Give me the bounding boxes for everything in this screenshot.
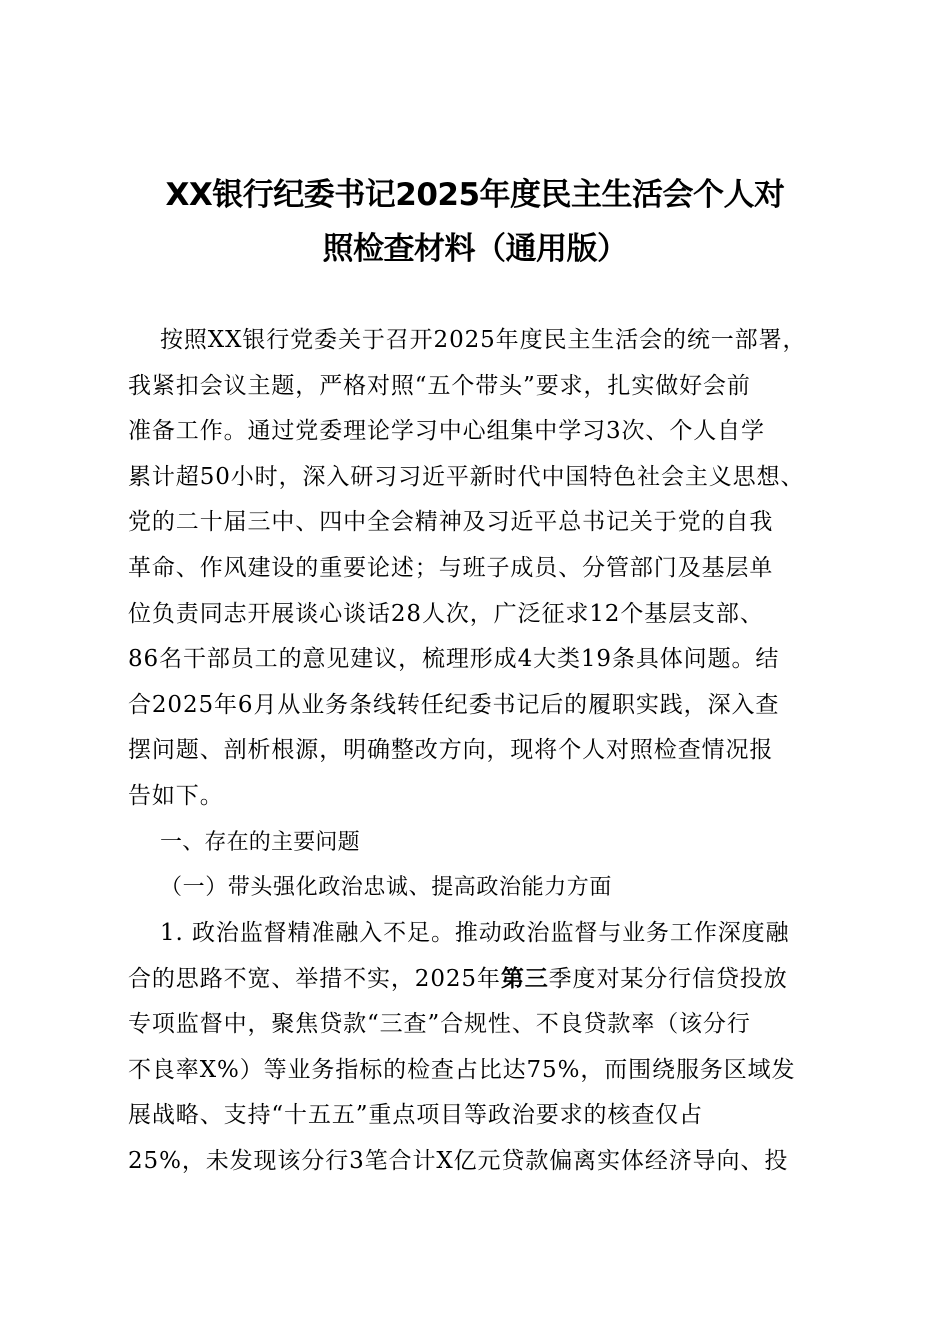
paragraph-line (128, 956, 843, 1002)
paragraph-line: 累计超50小时，深入研习习近平新时代中国特色社会主义思想、 (128, 463, 805, 490)
paragraph-line: 86名干部员工的意见建议，梳理形成4大类19条具体问题。结 (128, 646, 780, 673)
paragraph-line: 专项监督中，聚焦贷款“三查”合规性、不良贷款率（该分行 (128, 1010, 751, 1037)
paragraph-line: 1. 政治监督精准融入不足。推动政治监督与业务工作深度融 (160, 919, 790, 946)
paragraph-line: 合2025年6月从业务条线转任纪委书记后的履职实践，深入查 (128, 691, 780, 718)
text-run: 季度对某分行信贷投放 (548, 966, 788, 993)
item-1-paragraph (128, 911, 843, 1185)
paragraph-line: 摆问题、剖析根源，明确整改方向，现将个人对照检查情况报 (128, 737, 774, 764)
intro-paragraph (128, 318, 843, 820)
document-title (100, 168, 850, 276)
paragraph-line: 展战略、支持“十五五”重点项目等政治要求的核查仅占 (128, 1102, 704, 1129)
title-line-2: 照检查材料（通用版） (322, 231, 628, 267)
paragraph-line: 告如下。 (128, 782, 224, 809)
document-body (128, 318, 843, 1184)
paragraph-line: 不良率X%）等业务指标的检查占比达75%，而围绕服务区域发 (128, 1056, 796, 1083)
paragraph-line: 准备工作。通过党委理论学习中心组集中学习3次、个人自学 (128, 418, 765, 445)
paragraph-line: 25%，未发现该分行3笔合计X亿元贷款偏离实体经济导向、投 (128, 1147, 789, 1174)
paragraph-line: 按照XX银行党委关于召开2025年度民主生活会的统一部署， (160, 327, 807, 353)
section-heading: 一、存在的主要问题 (160, 829, 360, 855)
paragraph-line: 我紧扣会议主题，严格对照“五个带头”要求，扎实做好会前 (128, 372, 751, 399)
paragraph-line: 革命、作风建设的重要论述；与班子成员、分管部门及基层单 (128, 554, 774, 581)
title-line-1: XX银行纪委书记2025年度民主生活会个人对 (165, 177, 785, 213)
text-run: 合的思路不宽、举措不实，2025年 (128, 966, 501, 993)
bold-text-run: 第三 (500, 965, 549, 993)
paragraph-line: 党的二十届三中、四中全会精神及习近平总书记关于党的自我 (128, 509, 774, 536)
paragraph-line: 位负责同志开展谈心谈话28人次，广泛征求12个基层支部、 (128, 600, 764, 627)
subsection-heading: （一）带头强化政治忠诚、提高政治能力方面 (160, 875, 613, 901)
